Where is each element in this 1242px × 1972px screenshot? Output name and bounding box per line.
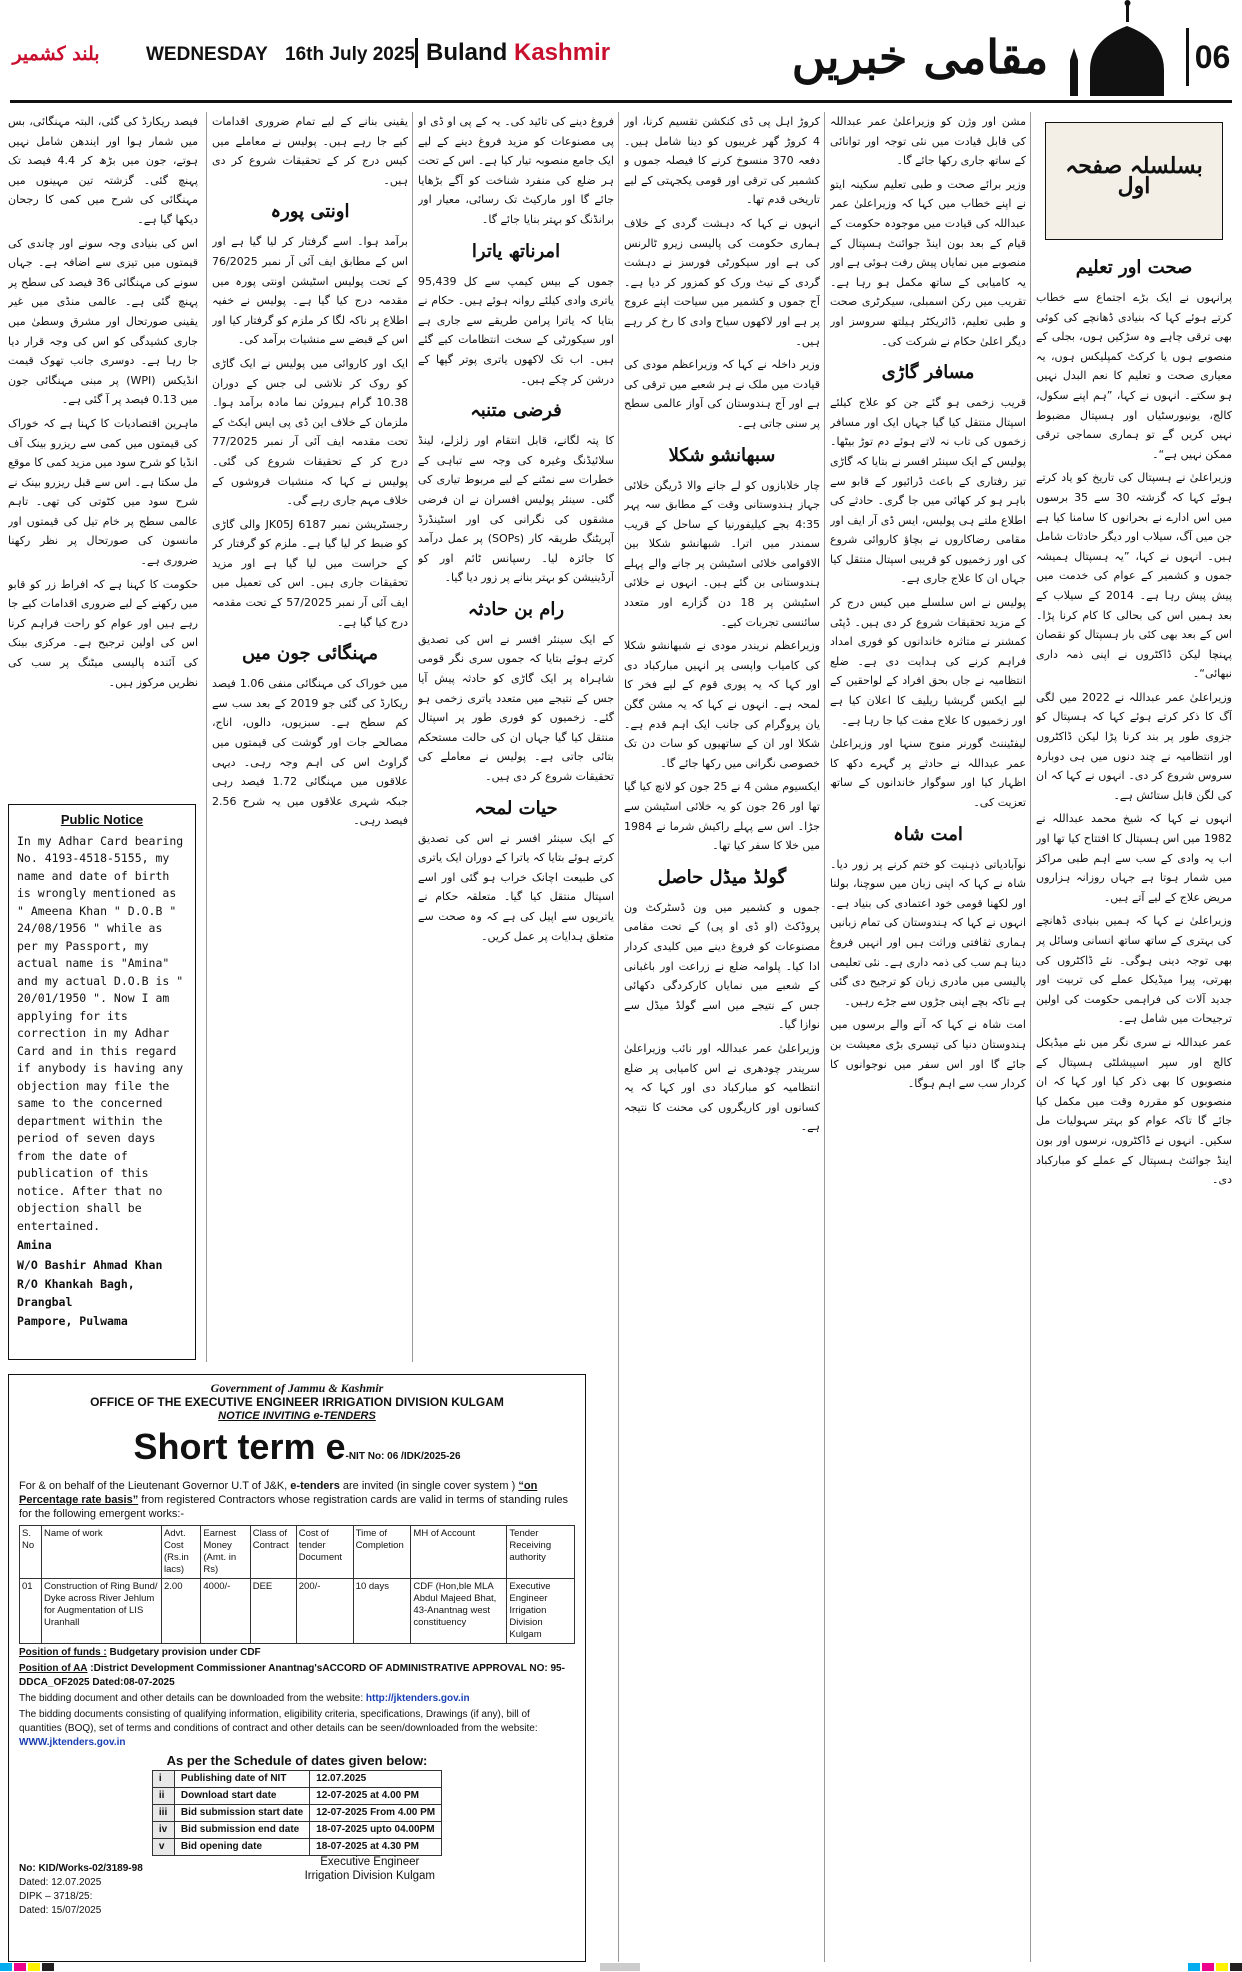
tender-intro-d: “on Percentage rate basis” <box>19 1480 538 1506</box>
public-notice <box>8 804 196 1360</box>
tender-intro-b: e-tenders <box>290 1480 340 1492</box>
headline-mock-drill: فرضی متنبہ <box>470 400 562 422</box>
tender-funds-label: Position of funds : <box>19 1647 107 1658</box>
tender-intro-c: are invited (in single cover system ) <box>342 1480 516 1492</box>
issue-day: WEDNESDAY <box>146 44 268 65</box>
article-paragraph: پولیس نے اس سلسلے میں کیس درج کر کے مزید تحقیقات شروع کر دی ہیں۔ ڈپٹی کمشنر نے متاثرہ خاندانوں کو فوری امداد فراہم کرنے کی ہدایت دی ہے۔ ضلع انتظامیہ نے جاں بحق افراد کے لواحقین کے لیے ایکس گریشیا ریلیف کا اعلان کیا ہے اور زخمیوں کا علاج مفت کیا جا رہا ہے۔ <box>830 596 1026 727</box>
article-paragraph: جموں کے بیس کیمپ سے کل 95,439 یاتری وادی کیلئے روانہ ہوئے ہیں۔ حکام نے بتایا کہ یاترا پرامن طریقے سے جاری ہے اور سیکورٹی کے سخت انتظامات کیے گئے ہیں۔ اب تک لاکھوں یاتری پوتر گپھا کے درشن کر چکے ہیں۔ <box>418 274 614 386</box>
schedule-num: iv <box>152 1822 174 1839</box>
table-row <box>20 1579 575 1644</box>
article-paragraph: مشن اور وژن کو وزیراعلیٰ عمر عبداللہ کی قابل قیادت میں نئی توجہ اور توانائی کے ساتھ جاری رکھا جائے گا۔ <box>830 115 1026 168</box>
public-notice-title: Public Notice <box>60 812 144 827</box>
tender-heading <box>19 1427 575 1477</box>
schedule-value: 18-07-2025 at 4.30 PM <box>310 1839 442 1856</box>
article-paragraph: پرانہوں نے ایک بڑے اجتماع سے خطاب کرتے ہوئے کہا کہ بنیادی ڈھانچے کی کوئی بھی ترقی چاہے وہ سڑکیں ہوں، بجلی کے منصوبے ہوں یا کرکٹ کمپلیکس ہوں، یہ معیاری صحت و تعلیم کا نعم البدل نہیں ہو سکتے۔ انہوں نے کہا، ”ہم اپنے سکول، کالج، یونیورسٹیاں اور ہسپتال مضبوط نہیں کریں گے تو ہماری سماجی ترقی ممکن نہیں ہے“۔ <box>1036 291 1232 461</box>
table-row <box>152 1788 441 1805</box>
schedule-num: i <box>152 1771 174 1788</box>
headline-amit-shah: امت شاہ <box>893 823 963 845</box>
tender-heading-text: Short term e <box>133 1426 346 1467</box>
tender-bidding-info-text: The bidding documents consisting of qualifying information, eligibility criteria, specifications, Drawings (if any), bill of quantities (BOQ), set of terms and conditions of contract and other details can be seen/downloaded from the website: <box>19 1709 538 1734</box>
article-paragraph: وزیراعلیٰ نے کہا کہ ہمیں بنیادی ڈھانچے کی بہتری کے ساتھ ساتھ انسانی وسائل پر بھی توجہ دینی ہوگی۔ نئے ڈاکٹروں کی بھرتی، پیرا میڈیکل عملے کی تربیت اور جدید آلات کی فراہمی حکومت کی اولین ترجیحات میں شامل ہے۔ <box>1036 914 1232 1026</box>
article-paragraph: برآمد ہوا۔ اسے گرفتار کر لیا گیا ہے اور اس کے مطابق ایف آئی آر نمبر 76/2025 کے تحت پولیس اسٹیشن اونتی پورہ میں مقدمہ درج کیا گیا ہے۔ پولیس نے خفیہ اطلاع پر ناکہ لگا کر ملزم کو گرفتار کیا اور اس کے قبضے سے منشیات برآمد کی۔ <box>212 235 408 347</box>
table-header: Time of Completion <box>353 1526 411 1579</box>
table-header: S. No <box>20 1526 42 1579</box>
tender-ref-no: No: KID/Works-02/3189-98 <box>19 1863 143 1874</box>
schedule-num: ii <box>152 1788 174 1805</box>
schedule-value: 12-07-2025 at 4.00 PM <box>310 1788 442 1805</box>
article-paragraph: قریب زخمی ہو گئے جن کو علاج کیلئے اسپتال منتقل کیا گیا جہاں ایک اور مسافر زخموں کی تاب نہ لاتے ہوئے دم توڑ بیٹھا۔ پولیس کے ایک سینئر افسر نے بتایا کہ گاڑی تیز رفتاری کے باعث ڈرائیور کے قابو سے باہر ہو کر کھائی میں جا گری۔ حادثے کی اطلاع ملتے ہی پولیس، ایس ڈی آر ایف اور مقامی رضاکاروں نے بچاؤ کاروائی شروع کی اور زخمیوں کو قریبی اسپتال منتقل کیا جہاں ان کا علاج جاری ہے۔ <box>830 396 1026 586</box>
column-divider <box>1030 112 1031 1962</box>
table-cell: 4000/- <box>201 1579 250 1644</box>
tender-bidding-info <box>19 1708 575 1750</box>
tender-notice-inviting: NOTICE INVITING e-TENDERS <box>218 1410 376 1422</box>
column-divider <box>206 112 207 1362</box>
column-divider <box>618 112 619 1962</box>
page-number: 06 <box>1186 28 1236 86</box>
tender-office: OFFICE OF THE EXECUTIVE ENGINEER IRRIGATION DIVISION KULGAM <box>90 1395 504 1409</box>
tender-aa-value: :District Development Commissioner Anantnag'sACCORD OF ADMINISTRATIVE APPROVAL NO: 95-DDCA_OF2025 Dated:08-07-2025 <box>19 1663 565 1688</box>
article-paragraph: انہوں نے کہا کہ شیخ محمد عبداللہ نے 1982 میں اس ہسپتال کا افتتاح کیا تھا اور اب یہ وادی کے سب سے اہم طبی مراکز میں شمار ہوتا ہے جہاں روزانہ ہزاروں مریض علاج کے لیے آتے ہیں۔ <box>1036 812 1232 904</box>
schedule-label: Publishing date of NIT <box>174 1771 309 1788</box>
table-cell: 01 <box>20 1579 42 1644</box>
table-row <box>152 1822 441 1839</box>
article-paragraph: نوآبادیاتی ذہنیت کو ختم کرنے پر زور دیا۔ شاہ نے کہا کہ اپنی زبان میں سوچنا، بولنا اور لکھنا قومی خود اعتمادی کی بنیاد ہے۔ انہوں نے کہا کہ ہندوستان کی تمام زبانیں ہماری ثقافتی وراثت ہیں اور انہیں فروغ دینا ہم سب کی ذمہ داری ہے۔ نئی تعلیمی پالیسی میں مادری زبان کو ترجیح دی گئی ہے تاکہ بچے اپنی جڑوں سے جڑے رہیں۔ <box>830 857 1026 1008</box>
tender-meta <box>19 1646 575 1750</box>
section-title: مقامی خبریں <box>791 30 1049 84</box>
schedule-num: iii <box>152 1805 174 1822</box>
tender-aa <box>19 1662 575 1690</box>
tender-bidding-doc <box>19 1692 575 1706</box>
article-paragraph: عمر عبداللہ نے سری نگر میں نئے میڈیکل کالج اور سپر اسپیشلٹی ہسپتال کے منصوبوں کا بھی ذکر کیا اور کہا کہ ان منصوبوں کو مقررہ وقت میں مکمل کیا جائے گا تاکہ عوام کو بہتر سہولیات مل سکیں۔ انہوں نے ڈاکٹروں، نرسوں اور بون اینڈ جوائنٹ ہسپتال کے عملے کو مبارکباد دی۔ <box>1036 1035 1232 1187</box>
article-paragraph: وزیراعلیٰ عمر عبداللہ نے 2022 میں لگی آگ کا ذکر کرتے ہوئے کہا کہ ہسپتال کو جزوی طور پر بند کرنا پڑا لیکن ڈاکٹروں اور انتظامیہ نے چند دنوں میں ہی دوبارہ سروس شروع کر دی۔ انہوں نے کہا کہ ان کی لگن قابل ستائش ہے۔ <box>1036 690 1232 802</box>
public-notice-relation: W/O Bashir Ahmad Khan <box>17 1257 163 1272</box>
headline-ramban-accident: رام بن حادثہ <box>467 598 565 620</box>
article-paragraph: وزیراعلیٰ نے ہسپتال کی تاریخ کو یاد کرتے ہوئے کہا کہ گزشتہ 30 سے 35 برسوں میں اس ادارے نے بحرانوں کا سامنا کیا ہے جن میں آگ، سیلاب اور دیگر حادثات شامل ہیں۔ انہوں نے کہا، ”یہ ہسپتال ہمیشہ جموں و کشمیر کے عوام کی خدمت میں پیش پیش رہا ہے۔ 2014 کے سیلاب کے بعد ہمیں اس کی بحالی کا کام کرنا پڑا۔ اس کے بعد بھی کئی بار ہسپتال کو نقصان پہنچا لیکن ڈاکٹروں نے اپنی ذمہ داری نبھائی“۔ <box>1036 471 1232 681</box>
table-cell: DEE <box>250 1579 296 1644</box>
masthead-rule <box>10 100 1232 103</box>
column-6 <box>8 112 198 792</box>
table-header-row <box>20 1526 575 1579</box>
article-paragraph: فروغ دینے کی تائید کی۔ یہ کے پی او ڈی او پی مصنوعات کو مزید فروغ دینے کے لیے ایک جامع منصوبہ تیار کیا ہے۔ اس کے تحت ہر ضلع کی منفرد شناخت کو آگے بڑھایا جائے گا اور مارکیٹ تک رسائی، معیار اور برانڈنگ کو بہتر بنایا جائے گا۔ <box>418 115 614 226</box>
tender-works-table <box>19 1525 575 1644</box>
article-paragraph: رجسٹریشن نمبر JK05J 6187 والی گاڑی کو ضبط کر لیا گیا ہے۔ ملزم کو گرفتار کر کے حراست میں لیا گیا ہے اور مزید تحقیقات جاری ہیں۔ اس کی تعمیل میں ایف آئی آر نمبر 57/2025 کے تحت مقدمہ درج کیا گیا ہے۔ <box>212 517 408 629</box>
table-header: Class of Contract <box>250 1526 296 1579</box>
article-paragraph: کروڑ اہل پی ڈی کنکشن تقسیم کرنا، اور 4 کروڑ گھر غریبوں کو دینا شامل ہیں۔ دفعہ 370 منسوخ کرنے کا فیصلہ جموں و کشمیر کی ترقی اور قومی یکجہتی کے لیے تاریخی قدم تھا۔ <box>624 115 820 207</box>
table-header: Cost of tender Document <box>296 1526 353 1579</box>
brand-logo: بلند کشمیر <box>12 43 100 65</box>
schedule-table <box>152 1770 442 1856</box>
article-paragraph: یقینی بنانے کے لیے تمام ضروری اقدامات کیے جا رہے ہیں۔ پولیس نے معاملے میں کیس درج کر کے تحقیقات شروع کر دی ہیں۔ <box>212 115 408 187</box>
article-paragraph: کے ایک سینئر افسر نے اس کی تصدیق کرتے ہوئے بتایا کہ جموں سری نگر قومی شاہراہ پر ایک گاڑی کو حادثہ پیش آیا جس کے نتیجے میں متعدد یاتری زخمی ہو گئے۔ زخمیوں کو فوری طور پر اسپتال منتقل کیا گیا جہاں ان کی حالت مستحکم بتائی جاتی ہے۔ پولیس نے معاملے کی تحقیقات شروع کر دی ہیں۔ <box>418 632 614 784</box>
column-divider <box>824 112 825 1962</box>
column-divider <box>412 112 413 1362</box>
signature-line-1: Executive Engineer <box>320 1856 420 1868</box>
publication-name <box>415 38 610 68</box>
mosque-dome-icon <box>1070 0 1180 100</box>
table-header: MH of Account <box>411 1526 507 1579</box>
signature-line-2: Irrigation Division Kulgam <box>304 1870 435 1882</box>
table-header: Earnest Money (Amt. in Rs) <box>201 1526 250 1579</box>
column-5 <box>212 112 408 1362</box>
article-paragraph: وزیر داخلہ نے کہا کہ وزیراعظم مودی کی قیادت میں ملک نے ہر شعبے میں ترقی کی ہے اور آج ہندوستان کی آواز عالمی سطح پر سنی جاتی ہے۔ <box>624 358 820 430</box>
tender-intro <box>19 1479 575 1521</box>
article-paragraph: اس کی بنیادی وجہ سونے اور چاندی کی قیمتوں میں تیزی سے اضافہ ہے۔ جہاں سونے کی مہنگائی 36 فیصد کی سطح پر پہنچ گئی ہے۔ عالمی منڈی میں غیر یقینی صورتحال اور مشرق وسطیٰ میں جاری کشیدگی کو اس کی وجہ قرار دیا جا رہا ہے۔ دوسری جانب تھوک قیمت انڈیکس (WPI) پر مبنی مہنگائی جون میں 0.13 فیصد پر آ گئی ہے۔ <box>8 236 198 407</box>
article-paragraph: لیفٹیننٹ گورنر منوج سنہا اور وزیراعلیٰ عمر عبداللہ نے حادثے پر گہرے دکھ کا اظہار کیا اور سوگوار خاندانوں کے ساتھ تعزیت کی۔ <box>830 737 1026 809</box>
tender-government: Government of Jammu & Kashmir <box>210 1381 384 1395</box>
table-cell: Construction of Ring Bund/ Dyke across River Jehlum for Augmentation of LIS Uranhall <box>42 1579 162 1644</box>
article-paragraph: وزیراعظم نریندر مودی نے شبھانشو شکلا کی کامیاب واپسی پر انہیں مبارکباد دی اور کہا کہ یہ پوری قوم کے لیے فخر کا لمحہ ہے۔ انہوں نے کہا کہ یہ مشن گگن یان پروگرام کی جانب ایک اہم قدم ہے۔ شکلا اور ان کے ساتھیوں کو سات دن تک خصوصی نگرانی میں رکھا جائے گا۔ <box>624 639 820 770</box>
continued-from-front-box <box>1045 122 1223 240</box>
headline-gold-medal: گولڈ میڈل حاصل <box>657 866 787 888</box>
headline-inflation-june: مہنگائی جون میں <box>241 643 378 665</box>
column-3 <box>624 112 820 1962</box>
schedule-label: Bid opening date <box>174 1839 309 1856</box>
article-paragraph: انہوں نے کہا کہ دہشت گردی کے خلاف ہماری حکومت کی پالیسی زیرو ٹالرنس کی ہے اور سیکورٹی فورسز نے دہشت گردی کے نیٹ ورک کو کمزور کر دیا ہے۔ آج جموں و کشمیر میں سیاحت اپنے عروج پر ہے اور لاکھوں سیاح وادی کا رخ کر رہے ہیں۔ <box>624 216 820 348</box>
article-paragraph: کے ایک سینئر افسر نے اس کی تصدیق کرتے ہوئے بتایا کہ یاترا کے دوران ایک یاتری کی طبیعت اچانک خراب ہو گئی اور اسے اسپتال منتقل کیا گیا۔ متعلقہ حکام نے یاتریوں سے اپیل کی ہے کہ وہ صحت سے متعلق ہدایات پر عمل کریں۔ <box>418 831 614 943</box>
public-notice-body: In my Adhar Card bearing No. 4193-4518-5155, my name and date of birth is wrongly mentioned as " Ameena Khan " D.O.B " 24/08/1956 " while as per my Passport, my actual name is "Amina" and my actual D.O.B is " 20/01/1950 ". Now I am applying for its correction in my Adhar Card and in this regard if anybody is having any objection may file the same to the concerned department within the period of seven days from the date of publication of this notice. After that no objection shall be entertained. <box>17 833 184 1233</box>
schedule-value: 18-07-2025 upto 04.00PM <box>310 1822 442 1839</box>
tender-signature <box>305 1855 435 1883</box>
headline-passenger-vehicle: مسافر گاڑی <box>881 362 975 384</box>
tender-dipk: DIPK – 3718/25: <box>19 1891 93 1902</box>
color-registration-strip <box>0 1962 1242 1972</box>
schedule-title: As per the Schedule of dates given below: <box>166 1753 428 1768</box>
table-cell: 2.00 <box>162 1579 201 1644</box>
tender-notice <box>8 1374 586 1962</box>
table-header: Advt. Cost (Rs.in lacs) <box>162 1526 201 1579</box>
public-notice-address-1: R/O Khankah Bagh, Drangbal <box>17 1277 135 1309</box>
article-paragraph: ایکسیوم مشن 4 نے 25 جون کو لانچ کیا گیا تھا اور 26 جون کو یہ خلائی اسٹیشن سے جڑا۔ اس سے پہلے راکیش شرما نے 1984 میں خلا کا سفر کیا تھا۔ <box>624 780 820 853</box>
table-row <box>152 1805 441 1822</box>
schedule-label: Bid submission start date <box>174 1805 309 1822</box>
public-notice-address-2: Pampore, Pulwama <box>17 1314 128 1328</box>
publication-name-a: Buland <box>426 39 508 66</box>
table-cell: Executive Engineer Irrigation Division Kulgam <box>507 1579 575 1644</box>
schedule-label: Bid submission end date <box>174 1822 309 1839</box>
article-paragraph: امت شاہ نے کہا کہ آنے والے برسوں میں ہندوستان دنیا کی تیسری بڑی معیشت بن جائے گا اور اس سفر میں نوجوانوں کا کردار سب سے اہم ہوگا۔ <box>830 1018 1026 1091</box>
jktenders-link[interactable]: http://jktenders.gov.in <box>365 1693 470 1704</box>
tender-funds-value: Budgetary provision under CDF <box>109 1647 261 1658</box>
table-row <box>152 1839 441 1856</box>
schedule-value: 12-07-2025 From 4.00 PM <box>310 1805 442 1822</box>
table-header: Name of work <box>42 1526 162 1579</box>
issue-date-text: 16th July 2025 <box>285 44 415 65</box>
jktenders-link-2[interactable]: WWW.jktenders.gov.in <box>19 1737 126 1748</box>
tender-nit-number: -NIT No: 06 /IDK/2025-26 <box>345 1451 461 1462</box>
table-header: Tender Receiving authority <box>507 1526 575 1579</box>
column-2 <box>830 112 1026 1962</box>
article-paragraph: میں خوراک کی مہنگائی منفی 1.06 فیصد ریکارڈ کی گئی جو 2019 کے بعد سب سے کم سطح ہے۔ سبزیوں، دالوں، اناج، مصالحے جات اور گوشت کی قیمتوں میں گراوٹ اس کی اہم وجہ رہی۔ دیہی علاقوں میں مہنگائی 1.72 فیصد رہی جبکہ شہری علاقوں میں یہ شرح 2.56 فیصد رہی۔ <box>212 677 408 828</box>
article-paragraph: حکومت کا کہنا ہے کہ افراط زر کو قابو میں رکھنے کے لیے ضروری اقدامات کیے جا رہے ہیں اور عوام کو راحت فراہم کرنا اس کی اولین ترجیح ہے۔ مرکزی بینک کی آئندہ پالیسی میٹنگ پر سب کی نظریں مرکوز ہیں۔ <box>8 577 198 689</box>
tender-bidding-doc-text: The bidding document and other details can be downloaded from the website: <box>19 1693 364 1704</box>
schedule-label: Download start date <box>174 1788 309 1805</box>
tender-dipk-dated: Dated: 15/07/2025 <box>19 1905 102 1916</box>
tender-funds <box>19 1646 575 1660</box>
public-notice-name: Amina <box>17 1238 52 1252</box>
continued-label: بسلسلہ صفحہ اول <box>1065 153 1203 199</box>
tender-intro-a: For & on behalf of the Lieutenant Governor U.T of J&K, <box>19 1480 288 1492</box>
masthead <box>0 0 1242 100</box>
column-4 <box>418 112 614 1362</box>
article-paragraph: وزیراعلیٰ عمر عبداللہ اور نائب وزیراعلیٰ سریندر چودھری نے اس کامیابی پر ضلع انتظامیہ کو مبارکباد دی اور کہا کہ یہ کسانوں اور کاریگروں کی محنت کا نتیجہ ہے۔ <box>624 1041 820 1134</box>
table-cell: 200/- <box>296 1579 353 1644</box>
article-paragraph: وزیر برائے صحت و طبی تعلیم سکینہ ایتو نے اپنے خطاب میں کہا کہ وزیراعلیٰ عمر عبداللہ کی قیادت میں موجودہ حکومت کے قیام کے بعد بون اینڈ جوائنٹ ہسپتال کے منصوبے میں نمایاں پیش رفت ہوئی ہے اور یہ کامیابی کے ساتھ مکمل ہو رہا ہے۔ تقریب میں رکن اسمبلی، سیکرٹری صحت و طبی تعلیم، ڈائریکٹر ہیلتھ سروسز اور دیگر اعلیٰ حکام نے شرکت کی۔ <box>830 177 1026 348</box>
headline-amarnath-yatra: امرناتھ یاترا <box>471 240 561 262</box>
tender-ref-dated: Dated: 12.07.2025 <box>19 1877 102 1888</box>
tender-intro-e: from registered Contractors whose registration cards are valid in terms of standing rules for the following emergent works:- <box>19 1494 569 1520</box>
tender-aa-label: Position of AA <box>19 1663 88 1674</box>
article-paragraph: فیصد ریکارڈ کی گئی، البتہ مہنگائی، بس میں شمار ہوا اور ایندھن شامل نہیں ہوتے، جون میں بڑھ کر 4.4 فیصد تک پہنچ گئی۔ گزشتہ تین مہینوں میں مہنگائی کی شرح میں کمی کا رجحان دیکھا گیا ہے۔ <box>8 115 198 226</box>
table-row <box>152 1771 441 1788</box>
schedule-value: 12.07.2025 <box>310 1771 442 1788</box>
headline-health-education: صحت اور تعلیم <box>1075 257 1193 278</box>
article-paragraph: ایک اور کاروائی میں پولیس نے ایک گاڑی کو روک کر تلاشی لی جس کے دوران 10.38 گرام ہیروئن نما مادہ برآمد ہوا۔ ملزمان کے خلاف این ڈی پی ایس ایکٹ کے تحت مقدمہ ایف آئی آر نمبر 77/2025 درج کر کے تحقیقات شروع کی گئی۔ پولیس نے کہا کہ منشیات فروشوں کے خلاف مہم جاری رہے گی۔ <box>212 356 408 508</box>
schedule-num: v <box>152 1839 174 1856</box>
tender-reference <box>19 1862 575 1918</box>
issue-date <box>146 44 427 66</box>
article-paragraph: جموں و کشمیر میں ون ڈسٹرکٹ ون پروڈکٹ (او ڈی او پی) کے تحت مقامی مصنوعات کو فروغ دینے میں کلیدی کردار ادا کیا۔ پلوامہ ضلع نے زراعت اور باغبانی کے شعبے میں نمایاں کارکردگی دکھائی جس کے نتیجے میں اسے گولڈ میڈل سے نوازا گیا۔ <box>624 900 820 1032</box>
headline-awantipora: اونتی پورہ <box>270 201 350 223</box>
headline-life-moment: حیات لمحہ <box>474 797 558 819</box>
article-paragraph: چار خلابازوں کو لے جانے والا ڈریگن خلائی جہاز ہندوستانی وقت کے مطابق سہ پہر 4:35 بجے کیلیفورنیا کے ساحل کے قریب سمندر میں اترا۔ شبھانشو شکلا بین الاقوامی خلائی اسٹیشن پر جانے والے پہلے ہندوستانی بن گئے ہیں۔ انہوں نے خلائی اسٹیشن پر 18 دن گزارے اور متعدد سائنسی تجربات کیے۔ <box>624 478 820 629</box>
table-cell: 10 days <box>353 1579 411 1644</box>
publication-name-b: Kashmir <box>514 39 611 66</box>
article-paragraph: کا پتہ لگانے، قابل انتقام اور زلزلے، لینڈ سلائیڈنگ وغیرہ کی وجہ سے تباہی کے خطرات سے نمٹنے کے لیے مربوط تیاری کی گئی۔ سینئر پولیس افسران نے ان فرضی مشقوں کی نگرانی کی اور اسٹینڈرڈ آپریٹنگ طریقہ کار (SOPs) پر عمل درآمد کا جائزہ لیا۔ رسپانس ٹائم اور کو آرڈینیشن کو بہتر بنانے پر زور دیا گیا۔ <box>418 434 614 585</box>
table-cell: CDF (Hon,ble MLA Abdul Majeed Bhat, 43-Anantnag west constituency <box>411 1579 507 1644</box>
column-1 <box>1036 112 1232 1962</box>
headline-shubhanshu-shukla: سبھانشو شکلا <box>668 444 776 466</box>
article-paragraph: ماہرین اقتصادیات کا کہنا ہے کہ خوراک کی قیمتوں میں کمی سے ریزرو بینک آف انڈیا کو شرح سود میں مزید کمی کا موقع مل سکتا ہے۔ اس سے قبل ریزرو بینک نے شرح سود میں کٹوتی کی تھی۔ تاہم عالمی سطح پر خام تیل کی قیمتوں اور مانسون کی صورتحال پر نظر رکھنا ضروری ہے۔ <box>8 416 198 568</box>
